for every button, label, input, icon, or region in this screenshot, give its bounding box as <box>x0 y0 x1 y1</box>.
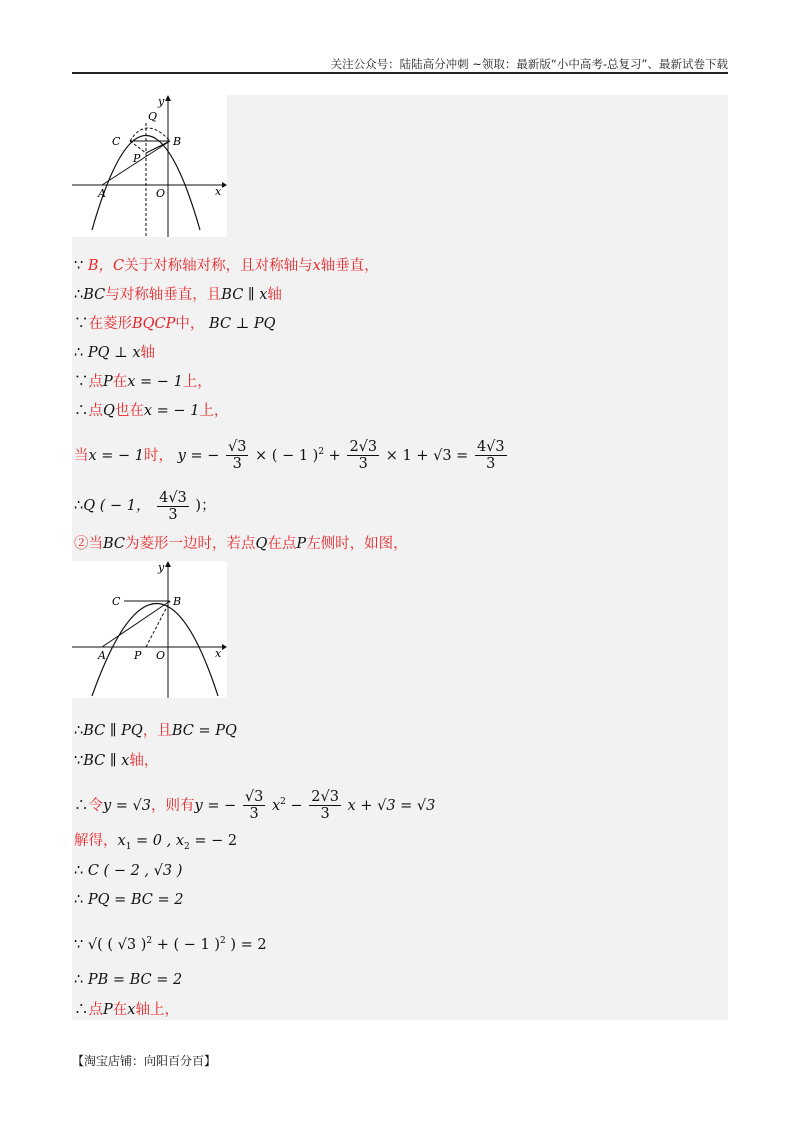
line-16: ∵ √( ( √3 )$^2$ + ( − 1 )$^2$ ) = 2 <box>74 936 267 953</box>
line-4: ∴ PQ ⊥ x轴 <box>74 345 156 361</box>
line-17: ∴ PB = BC = 2 <box>74 972 183 988</box>
line-15: ∴ PQ = BC = 2 <box>74 892 184 908</box>
header-rule <box>72 72 728 74</box>
fig2-label-c: C <box>112 595 121 608</box>
page-header: 关注公众号：陆陆高分冲刺 ~领取：最新版“小中高考-总复习”、最新试卷下载 <box>330 57 728 71</box>
fig1-label-a: A <box>98 187 106 200</box>
line-9: ②当BC为菱形一边时，若点Q在点P左侧时，如图， <box>74 536 408 552</box>
fig2-label-p: P <box>134 649 142 662</box>
fig2-label-x: x <box>215 647 222 660</box>
page-footer: 【淘宝店铺：向阳百分百】 <box>72 1054 217 1068</box>
figure-1 <box>72 95 227 237</box>
line-12: ∴令y = √3，则有y = − $\frac{√3}{3}$ $x^2$ − $\frac{2√3}{3}$ x + √3 = √3 <box>74 789 436 823</box>
line-8: ∴Q ( − 1， $\frac{4√3}{3}$ )； <box>74 489 216 523</box>
figure-2 <box>72 561 227 698</box>
line-6: ∴点Q也在x = − 1上， <box>74 403 229 419</box>
line-3: ∵在菱形BQCP中， BC ⊥ PQ <box>74 316 276 332</box>
line-11: ∵BC ∥ x轴， <box>74 753 159 769</box>
fig2-label-y: y <box>158 561 165 574</box>
fig1-label-x: x <box>215 185 222 198</box>
line-18: ∴点P在x轴上， <box>74 1002 179 1018</box>
line-7: 当x = − 1时， y = − $\frac{√3}{3}$ × ( − 1 )$^2$ + $\frac{2√3}{3}$ × 1 + √3 = $\frac{4√3}{3}$ <box>74 439 505 473</box>
fig1-label-o: O <box>156 187 166 200</box>
fig1-label-q: Q <box>148 110 158 123</box>
fig1-label-c: C <box>112 135 121 148</box>
line-1: ∵ B，C关于对称轴对称，且对称轴与x轴垂直， <box>74 258 379 274</box>
fig2-label-b: B <box>173 595 182 608</box>
line-13: 解得，$x_1 = 0$ , $x_2$ = − 2 <box>74 833 238 852</box>
fig2-label-a: A <box>98 649 106 662</box>
fig1-label-y: y <box>158 95 165 108</box>
fig1-label-b: B <box>173 135 182 148</box>
line-2: ∴BC与对称轴垂直，且BC ∥ x轴 <box>74 287 282 303</box>
line-10: ∴BC ∥ PQ，且BC = PQ <box>74 723 237 739</box>
line-14: ∴ C ( − 2 , √3 ) <box>74 863 183 879</box>
fig1-label-p: P <box>133 152 141 165</box>
fig2-label-o: O <box>156 649 166 662</box>
line-5: ∵点P在x = − 1上， <box>74 374 212 390</box>
